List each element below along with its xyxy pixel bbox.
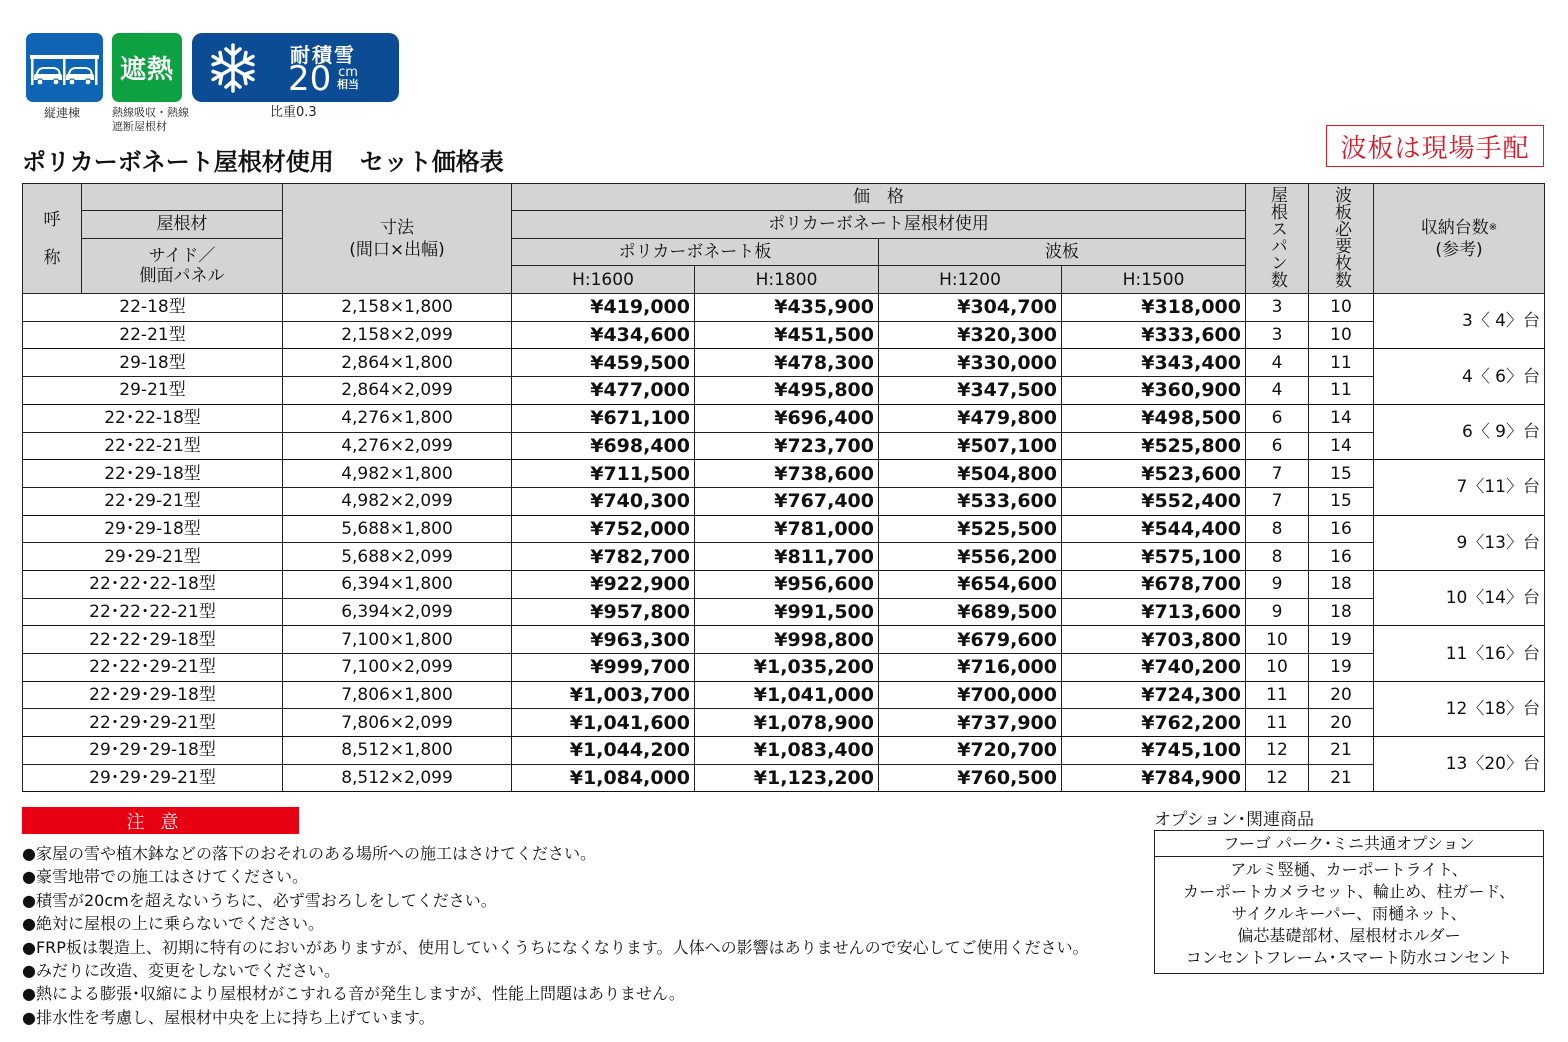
price-polycarb-h1800: ¥991,500 bbox=[695, 598, 879, 626]
table-row bbox=[23, 709, 1545, 737]
table-row bbox=[23, 681, 1545, 709]
dimensions: 8,512×2,099 bbox=[283, 764, 512, 792]
header-blank bbox=[82, 184, 283, 211]
table-row bbox=[23, 570, 1545, 598]
header-name-1: 呼 bbox=[43, 209, 61, 230]
price-corrugated-h1500: ¥784,900 bbox=[1062, 764, 1246, 792]
header-storage-text: 収納台数 bbox=[1420, 217, 1489, 238]
table-row bbox=[23, 515, 1545, 543]
price-corrugated-h1200: ¥479,800 bbox=[879, 404, 1062, 432]
price-table bbox=[22, 183, 1545, 792]
price-corrugated-h1500: ¥525,800 bbox=[1062, 432, 1246, 460]
model-name: 29･29･29-21型 bbox=[23, 764, 283, 792]
caution-list bbox=[22, 842, 1089, 1029]
options-title: オプション･関連商品 bbox=[1154, 810, 1314, 830]
price-corrugated-h1500: ¥498,500 bbox=[1062, 404, 1246, 432]
price-table-body bbox=[23, 294, 1545, 792]
price-corrugated-h1500: ¥762,200 bbox=[1062, 709, 1246, 737]
storage-capacity: 11〈16〉台 bbox=[1374, 626, 1545, 681]
header-storage-note: (参考) bbox=[1435, 239, 1483, 260]
model-name: 22･29･29-18型 bbox=[23, 681, 283, 709]
price-corrugated-h1200: ¥533,600 bbox=[879, 487, 1062, 515]
dimensions: 5,688×1,800 bbox=[283, 515, 512, 543]
header-dimensions-unit: (間口×出幅) bbox=[349, 239, 445, 260]
table-row bbox=[23, 349, 1545, 377]
price-corrugated-h1200: ¥720,700 bbox=[879, 737, 1062, 765]
model-name: 29-21型 bbox=[23, 377, 283, 405]
dimensions: 5,688×2,099 bbox=[283, 543, 512, 571]
model-name: 22･29-21型 bbox=[23, 487, 283, 515]
model-name: 22･22-18型 bbox=[23, 404, 283, 432]
corrugated-sheet-count: 18 bbox=[1309, 570, 1374, 598]
snow-load-unit bbox=[337, 67, 359, 91]
price-polycarb-h1800: ¥495,800 bbox=[695, 377, 879, 405]
price-corrugated-h1500: ¥575,100 bbox=[1062, 543, 1246, 571]
header-side-panel-2: 側面パネル bbox=[139, 265, 225, 286]
price-polycarb-h1600: ¥1,084,000 bbox=[512, 764, 695, 792]
options-header: フーゴ パーク･ミニ共通オプション bbox=[1155, 831, 1543, 857]
roof-span-count: 12 bbox=[1246, 764, 1309, 792]
price-corrugated-h1200: ¥737,900 bbox=[879, 709, 1062, 737]
storage-capacity: 12〈18〉台 bbox=[1374, 681, 1545, 736]
corrugated-sheet-count: 14 bbox=[1309, 404, 1374, 432]
price-polycarb-h1600: ¥963,300 bbox=[512, 626, 695, 654]
price-corrugated-h1500: ¥552,400 bbox=[1062, 487, 1246, 515]
model-name: 29･29-21型 bbox=[23, 543, 283, 571]
storage-capacity: 10〈14〉台 bbox=[1374, 570, 1545, 625]
price-corrugated-h1200: ¥716,000 bbox=[879, 654, 1062, 682]
corrugated-sheet-count: 14 bbox=[1309, 432, 1374, 460]
price-polycarb-h1800: ¥478,300 bbox=[695, 349, 879, 377]
price-corrugated-h1500: ¥544,400 bbox=[1062, 515, 1246, 543]
roof-span-count: 11 bbox=[1246, 709, 1309, 737]
dimensions: 4,276×1,800 bbox=[283, 404, 512, 432]
price-polycarb-h1600: ¥922,900 bbox=[512, 570, 695, 598]
table-row bbox=[23, 404, 1545, 432]
model-name: 22･22･22-21型 bbox=[23, 598, 283, 626]
model-name: 22-18型 bbox=[23, 294, 283, 322]
roof-span-count: 6 bbox=[1246, 404, 1309, 432]
model-name: 22-21型 bbox=[23, 321, 283, 349]
price-polycarb-h1800: ¥767,400 bbox=[695, 487, 879, 515]
header-side-panel bbox=[82, 238, 283, 293]
header-price-sub: ポリカーボネート屋根材使用 bbox=[512, 211, 1246, 239]
caution-item: ●排水性を考慮し、屋根材中央を上に持ち上げています。 bbox=[22, 1007, 435, 1027]
caution-item: ●絶対に屋根の上に乗らないでください。 bbox=[22, 914, 324, 934]
price-polycarb-h1600: ¥434,600 bbox=[512, 321, 695, 349]
table-row bbox=[23, 654, 1545, 682]
roof-span-count: 11 bbox=[1246, 681, 1309, 709]
corrugated-sheet-count: 10 bbox=[1309, 321, 1374, 349]
corrugated-sheet-count: 16 bbox=[1309, 543, 1374, 571]
price-polycarb-h1600: ¥999,700 bbox=[512, 654, 695, 682]
price-corrugated-h1200: ¥525,500 bbox=[879, 515, 1062, 543]
table-row bbox=[23, 764, 1545, 792]
snow-load-title: 耐積雪 bbox=[290, 43, 356, 67]
snow-load-badge bbox=[192, 33, 399, 102]
roof-span-count: 10 bbox=[1246, 654, 1309, 682]
header-price: 価 格 bbox=[512, 184, 1246, 211]
corrugated-sheet-count: 11 bbox=[1309, 349, 1374, 377]
price-polycarb-h1800: ¥451,500 bbox=[695, 321, 879, 349]
header-name bbox=[23, 184, 82, 294]
roof-span-count: 7 bbox=[1246, 460, 1309, 488]
table-row bbox=[23, 737, 1545, 765]
price-polycarb-h1600: ¥752,000 bbox=[512, 515, 695, 543]
model-name: 22･29-18型 bbox=[23, 460, 283, 488]
price-corrugated-h1500: ¥740,200 bbox=[1062, 654, 1246, 682]
price-corrugated-h1200: ¥330,000 bbox=[879, 349, 1062, 377]
model-name: 22･29･29-21型 bbox=[23, 709, 283, 737]
price-polycarb-h1600: ¥698,400 bbox=[512, 432, 695, 460]
price-polycarb-h1600: ¥459,500 bbox=[512, 349, 695, 377]
options-line: コンセントフレーム･スマート防水コンセント bbox=[1185, 948, 1513, 967]
header-h1500: H:1500 bbox=[1062, 266, 1246, 294]
roof-span-count: 9 bbox=[1246, 598, 1309, 626]
price-corrugated-h1200: ¥507,100 bbox=[879, 432, 1062, 460]
price-corrugated-h1200: ¥304,700 bbox=[879, 294, 1062, 322]
corrugated-sheet-count: 15 bbox=[1309, 487, 1374, 515]
header-dimensions bbox=[283, 184, 512, 294]
options-line: サイクルキーパー、雨樋ネット、 bbox=[1231, 904, 1467, 923]
dimensions: 8,512×1,800 bbox=[283, 737, 512, 765]
roof-span-count: 8 bbox=[1246, 515, 1309, 543]
table-row bbox=[23, 487, 1545, 515]
storage-capacity: 3〈 4〉台 bbox=[1374, 294, 1545, 349]
dimensions: 4,276×2,099 bbox=[283, 432, 512, 460]
dimensions: 4,982×2,099 bbox=[283, 487, 512, 515]
caution-heading: 注意 bbox=[22, 807, 299, 834]
header-roof-material: 屋根材 bbox=[82, 211, 283, 239]
header-storage-mark: ※ bbox=[1488, 221, 1498, 233]
page-title-main: ポリカーボネート屋根材使用 bbox=[22, 148, 334, 176]
corrugated-sheet-count: 15 bbox=[1309, 460, 1374, 488]
dimensions: 4,982×1,800 bbox=[283, 460, 512, 488]
table-row bbox=[23, 294, 1545, 322]
dimensions: 2,864×1,800 bbox=[283, 349, 512, 377]
header-storage-label bbox=[1378, 217, 1540, 239]
header-h1800: H:1800 bbox=[695, 266, 879, 294]
price-corrugated-h1200: ¥689,500 bbox=[879, 598, 1062, 626]
specific-gravity-caption: 比重0.3 bbox=[270, 105, 317, 120]
storage-capacity: 7〈11〉台 bbox=[1374, 460, 1545, 515]
storage-capacity: 9〈13〉台 bbox=[1374, 515, 1545, 570]
price-polycarb-h1800: ¥435,900 bbox=[695, 294, 879, 322]
price-polycarb-h1800: ¥738,600 bbox=[695, 460, 879, 488]
corrugated-sheet-count: 16 bbox=[1309, 515, 1374, 543]
header-polycarbonate: ポリカーボネート板 bbox=[512, 238, 879, 266]
table-row bbox=[23, 321, 1545, 349]
roof-span-count: 4 bbox=[1246, 349, 1309, 377]
roof-span-count: 3 bbox=[1246, 321, 1309, 349]
price-polycarb-h1800: ¥1,123,200 bbox=[695, 764, 879, 792]
model-name: 29･29-18型 bbox=[23, 515, 283, 543]
page-title bbox=[22, 142, 504, 177]
price-polycarb-h1600: ¥1,003,700 bbox=[512, 681, 695, 709]
heat-shield-badge bbox=[112, 33, 182, 102]
dimensions: 6,394×1,800 bbox=[283, 570, 512, 598]
carport-double-icon bbox=[26, 33, 103, 102]
header-roof-span-text: 屋根スパン数 bbox=[1267, 185, 1287, 288]
header-storage bbox=[1374, 184, 1545, 294]
heat-shield-caption-line1: 熱線吸収・熱線 bbox=[112, 106, 189, 119]
price-corrugated-h1200: ¥679,600 bbox=[879, 626, 1062, 654]
header-h1600: H:1600 bbox=[512, 266, 695, 294]
price-polycarb-h1600: ¥711,500 bbox=[512, 460, 695, 488]
dimensions: 7,100×2,099 bbox=[283, 654, 512, 682]
roof-span-count: 8 bbox=[1246, 543, 1309, 571]
price-corrugated-h1200: ¥700,000 bbox=[879, 681, 1062, 709]
options-body bbox=[1155, 857, 1543, 973]
corrugated-onsite-notice: 波板は現場手配 bbox=[1326, 125, 1544, 167]
price-polycarb-h1600: ¥782,700 bbox=[512, 543, 695, 571]
price-corrugated-h1200: ¥556,200 bbox=[879, 543, 1062, 571]
price-corrugated-h1500: ¥703,800 bbox=[1062, 626, 1246, 654]
corrugated-sheet-count: 10 bbox=[1309, 294, 1374, 322]
roof-span-count: 6 bbox=[1246, 432, 1309, 460]
options-line: 偏芯基礎部材、屋根材ホルダー bbox=[1237, 926, 1461, 945]
roof-span-count: 9 bbox=[1246, 570, 1309, 598]
table-row bbox=[23, 377, 1545, 405]
header-h1200: H:1200 bbox=[879, 266, 1062, 294]
price-corrugated-h1500: ¥724,300 bbox=[1062, 681, 1246, 709]
corrugated-sheet-count: 18 bbox=[1309, 598, 1374, 626]
snow-unit-equivalent: 相当 bbox=[337, 78, 359, 91]
price-corrugated-h1200: ¥760,500 bbox=[879, 764, 1062, 792]
caution-item: ●豪雪地帯での施工はさけてください。 bbox=[22, 867, 308, 887]
header-corrugated-count bbox=[1309, 184, 1374, 294]
price-polycarb-h1800: ¥1,083,400 bbox=[695, 737, 879, 765]
price-polycarb-h1600: ¥957,800 bbox=[512, 598, 695, 626]
model-name: 22･22-21型 bbox=[23, 432, 283, 460]
dimensions: 7,806×2,099 bbox=[283, 709, 512, 737]
price-polycarb-h1800: ¥723,700 bbox=[695, 432, 879, 460]
roof-span-count: 3 bbox=[1246, 294, 1309, 322]
price-corrugated-h1500: ¥713,600 bbox=[1062, 598, 1246, 626]
price-polycarb-h1800: ¥781,000 bbox=[695, 515, 879, 543]
price-polycarb-h1600: ¥477,000 bbox=[512, 377, 695, 405]
price-polycarb-h1600: ¥1,041,600 bbox=[512, 709, 695, 737]
price-polycarb-h1800: ¥998,800 bbox=[695, 626, 879, 654]
page-title-sub: セット価格表 bbox=[359, 148, 504, 176]
price-corrugated-h1500: ¥343,400 bbox=[1062, 349, 1246, 377]
header-corrugated: 波板 bbox=[879, 238, 1246, 266]
table-row bbox=[23, 598, 1545, 626]
corrugated-sheet-count: 21 bbox=[1309, 737, 1374, 765]
corrugated-sheet-count: 20 bbox=[1309, 709, 1374, 737]
heat-shield-label: 遮熱 bbox=[119, 55, 174, 85]
table-row bbox=[23, 432, 1545, 460]
corrugated-sheet-count: 20 bbox=[1309, 681, 1374, 709]
snow-unit-cm: cm bbox=[338, 65, 358, 80]
price-corrugated-h1200: ¥320,300 bbox=[879, 321, 1062, 349]
price-polycarb-h1800: ¥1,078,900 bbox=[695, 709, 879, 737]
price-polycarb-h1600: ¥671,100 bbox=[512, 404, 695, 432]
price-corrugated-h1500: ¥745,100 bbox=[1062, 737, 1246, 765]
price-corrugated-h1500: ¥523,600 bbox=[1062, 460, 1246, 488]
corrugated-sheet-count: 11 bbox=[1309, 377, 1374, 405]
price-polycarb-h1600: ¥1,044,200 bbox=[512, 737, 695, 765]
dimensions: 7,100×1,800 bbox=[283, 626, 512, 654]
model-name: 29-18型 bbox=[23, 349, 283, 377]
price-corrugated-h1500: ¥318,000 bbox=[1062, 294, 1246, 322]
price-polycarb-h1800: ¥956,600 bbox=[695, 570, 879, 598]
price-corrugated-h1500: ¥360,900 bbox=[1062, 377, 1246, 405]
caution-item: ●熱による膨張･収縮により屋根材がこすれる音が発生しますが、性能上問題はありません。 bbox=[22, 984, 685, 1004]
header-side-panel-1: サイド／ bbox=[148, 245, 216, 266]
table-row bbox=[23, 460, 1545, 488]
header-roof-span bbox=[1246, 184, 1309, 294]
model-name: 22･22･22-18型 bbox=[23, 570, 283, 598]
dimensions: 2,864×2,099 bbox=[283, 377, 512, 405]
price-polycarb-h1600: ¥419,000 bbox=[512, 294, 695, 322]
caution-item: ●FRP板は製造上、初期に特有のにおいがありますが、使用していくうちになくなります。人体への影響はありませんので安心してご使用ください。 bbox=[22, 937, 1089, 957]
corrugated-sheet-count: 21 bbox=[1309, 764, 1374, 792]
options-line: カーポートカメラセット、輪止め、柱ガード、 bbox=[1182, 882, 1515, 901]
model-name: 22･22･29-18型 bbox=[23, 626, 283, 654]
snowflake-icon bbox=[206, 41, 260, 95]
price-corrugated-h1200: ¥347,500 bbox=[879, 377, 1062, 405]
price-corrugated-h1500: ¥678,700 bbox=[1062, 570, 1246, 598]
storage-capacity: 13〈20〉台 bbox=[1374, 737, 1545, 792]
header-corrugated-count-text: 波板必要枚数 bbox=[1331, 185, 1351, 288]
table-row bbox=[23, 543, 1545, 571]
corrugated-sheet-count: 19 bbox=[1309, 654, 1374, 682]
corrugated-sheet-count: 19 bbox=[1309, 626, 1374, 654]
tandem-caption: 縦連棟 bbox=[44, 106, 81, 120]
price-polycarb-h1800: ¥696,400 bbox=[695, 404, 879, 432]
price-polycarb-h1600: ¥740,300 bbox=[512, 487, 695, 515]
storage-capacity: 6〈 9〉台 bbox=[1374, 404, 1545, 459]
model-name: 22･22･29-21型 bbox=[23, 654, 283, 682]
caution-item: ●積雪が20cmを超えないうちに、必ず雪おろしをしてください。 bbox=[22, 890, 497, 910]
options-box bbox=[1154, 830, 1544, 974]
dimensions: 2,158×1,800 bbox=[283, 294, 512, 322]
caution-item: ●みだりに改造、変更をしないでください。 bbox=[22, 961, 340, 981]
snow-load-value: 20 bbox=[288, 59, 332, 99]
price-polycarb-h1800: ¥811,700 bbox=[695, 543, 879, 571]
caution-item: ●家屋の雪や植木鉢などの落下のおそれのある場所への施工はさけてください。 bbox=[22, 844, 596, 863]
tandem-carport-badge bbox=[26, 33, 103, 102]
roof-span-count: 7 bbox=[1246, 487, 1309, 515]
model-name: 29･29･29-18型 bbox=[23, 737, 283, 765]
roof-span-count: 12 bbox=[1246, 737, 1309, 765]
header-dimensions-label: 寸法 bbox=[380, 217, 414, 238]
heat-shield-caption bbox=[112, 106, 189, 134]
price-polycarb-h1800: ¥1,041,000 bbox=[695, 681, 879, 709]
storage-capacity: 4〈 6〉台 bbox=[1374, 349, 1545, 404]
heat-shield-caption-line2: 遮断屋根材 bbox=[112, 120, 167, 133]
dimensions: 6,394×2,099 bbox=[283, 598, 512, 626]
options-line: アルミ竪樋、カーポートライト、 bbox=[1230, 860, 1468, 879]
dimensions: 2,158×2,099 bbox=[283, 321, 512, 349]
price-polycarb-h1800: ¥1,035,200 bbox=[695, 654, 879, 682]
table-row bbox=[23, 626, 1545, 654]
roof-span-count: 10 bbox=[1246, 626, 1309, 654]
header-name-2: 称 bbox=[43, 247, 61, 268]
price-corrugated-h1200: ¥654,600 bbox=[879, 570, 1062, 598]
dimensions: 7,806×1,800 bbox=[283, 681, 512, 709]
price-corrugated-h1500: ¥333,600 bbox=[1062, 321, 1246, 349]
price-corrugated-h1200: ¥504,800 bbox=[879, 460, 1062, 488]
roof-span-count: 4 bbox=[1246, 377, 1309, 405]
